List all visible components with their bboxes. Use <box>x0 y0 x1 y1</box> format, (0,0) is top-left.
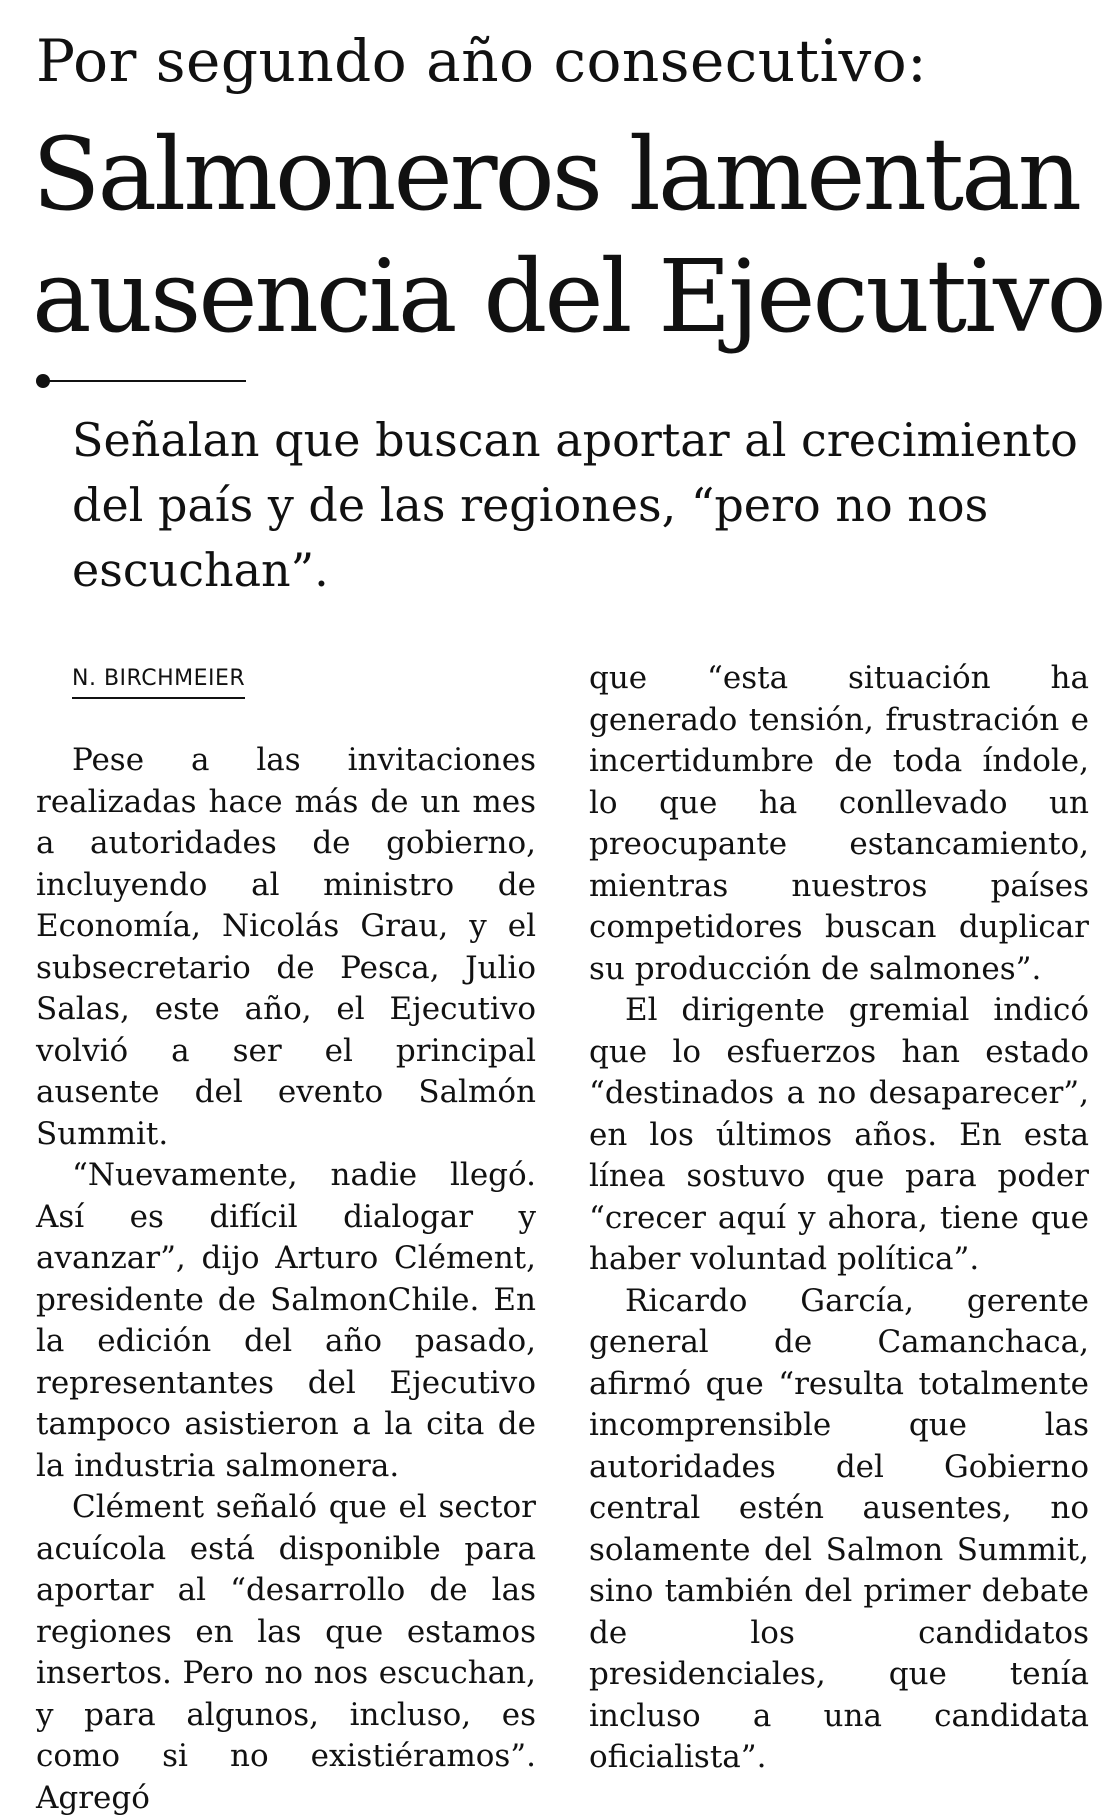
section-divider <box>36 374 248 388</box>
headline-line-2: ausencia del Ejecutivo <box>32 238 1104 355</box>
body-column-right <box>589 658 1089 1779</box>
byline: N. BIRCHMEIER <box>72 664 245 699</box>
body-paragraph: “Nuevamente, nadie llegó. Así es difícil dialogar y avanzar”, dijo Arturo Clément, presidente de SalmonChile. En la edición del año pasado, representantes del Ejecutivo tampoco asistieron a la cita de la industria salmonera. <box>36 1157 536 1484</box>
body-paragraph: Ricardo García, gerente general de Camanchaca, afirmó que “resulta totalmente incomprensible que las autoridades del Gobierno central estén ausentes, no solamente del Salmon Summit, sino también del primer debate de los candidatos presidenciales, que tenía incluso a una candidata oficialista”. <box>589 1282 1089 1775</box>
article-deck: Señalan que buscan aportar al crecimiento del país y de las regiones, “pero no nos escuchan”. <box>72 413 1078 597</box>
body-column-left <box>36 740 536 1819</box>
article-kicker: Por segundo año consecutivo: <box>36 27 928 95</box>
divider-line <box>46 380 246 382</box>
body-paragraph-continued: que “esta situación ha generado tensión, frustración e incertidumbre de toda índole, lo que ha conllevado un preocupante estancamiento, mientras nuestros países competidores buscan duplicar su producción de salmones”. <box>589 660 1089 987</box>
headline-line-1: Salmoneros lamentan <box>32 116 1080 233</box>
body-paragraph: Pese a las invitaciones realizadas hace más de un mes a autoridades de gobierno, incluyendo al ministro de Economía, Nicolás Grau, y el subsecretario de Pesca, Julio Salas, este año, el Ejecutivo volvió a ser el principal ausente del evento Salmón Summit. <box>36 742 536 1152</box>
body-paragraph: Clément señaló que el sector acuícola está disponible para aportar al “desarrollo de las regiones en las que estamos insertos. Pero no nos escuchan, y para algunos, incluso, es como si no existiéramos”. Agregó <box>36 1489 536 1816</box>
article-headline <box>32 114 1104 358</box>
body-paragraph: El dirigente gremial indicó que lo esfuerzos han estado “destinados a no desaparecer”, en los últimos años. En esta línea sostuvo que para poder “crecer aquí y ahora, tiene que haber voluntad política”. <box>589 992 1089 1277</box>
